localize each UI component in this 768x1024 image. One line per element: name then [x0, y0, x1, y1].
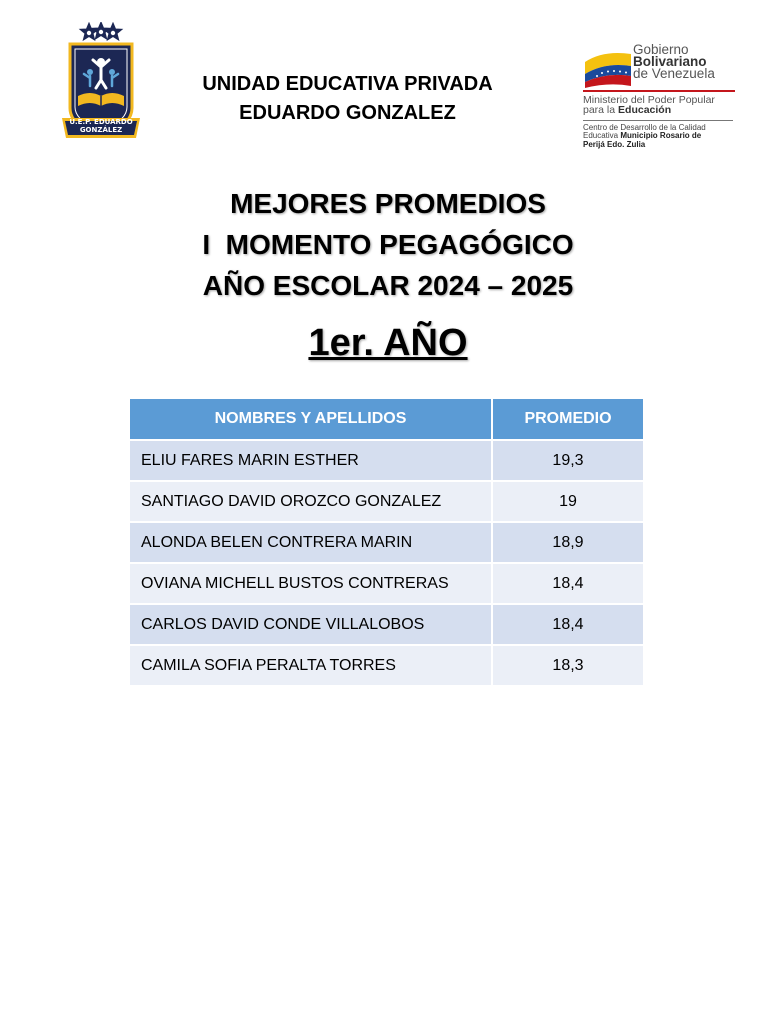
gov-title-line3: de Venezuela [633, 66, 715, 81]
gov-center-line1: Centro de Desarrollo de la Calidad [583, 123, 706, 132]
gov-center [583, 124, 743, 149]
student-name: SANTIAGO DAVID OROZCO GONZALEZ [130, 481, 492, 522]
table-row [130, 440, 643, 481]
student-name: CARLOS DAVID CONDE VILLALOBOS [130, 604, 492, 645]
student-name: ELIU FARES MARIN ESTHER [130, 440, 492, 481]
gov-ministry-line1: Ministerio del Poder Popular [583, 94, 715, 106]
government-logo [583, 44, 743, 154]
school-logo [60, 22, 142, 154]
school-name-line1: UNIDAD EDUCATIVA PRIVADA [202, 73, 493, 95]
gov-ministry [583, 95, 715, 115]
grade-year-title: 1er. AÑO [308, 322, 468, 364]
gov-title-line2-bold: Bolivariano [633, 54, 707, 69]
gov-divider-gray [583, 120, 733, 121]
table-row [130, 481, 643, 522]
table-row [130, 522, 643, 563]
student-name: OVIANA MICHELL BUSTOS CONTRERAS [130, 563, 492, 604]
school-name [150, 70, 545, 128]
table-header-row [130, 399, 643, 440]
student-name: CAMILA SOFIA PERALTA TORRES [130, 645, 492, 685]
school-logo-caption-line1-text: U.E.P. EDUARDO [69, 118, 133, 126]
title-line1: MEJORES PROMEDIOS [230, 188, 546, 219]
gov-divider-red [583, 90, 735, 92]
student-average: 18,4 [492, 563, 643, 604]
venezuela-flag-icon [583, 48, 635, 88]
table-row [130, 645, 643, 685]
table-row [130, 563, 643, 604]
school-logo-caption-visible [60, 118, 142, 134]
gov-title [633, 44, 715, 80]
school-logo-caption-line2-text: GONZÁLEZ [79, 126, 123, 134]
gov-title-line1: Gobierno [633, 42, 689, 57]
student-average: 19 [492, 481, 643, 522]
column-header-average: PROMEDIO [492, 399, 643, 440]
gov-center-line2-bold: Municipio Rosario de [620, 131, 702, 141]
page-title [90, 183, 686, 306]
gov-ministry-line2-bold: Educación [618, 104, 672, 116]
student-average: 18,4 [492, 604, 643, 645]
gov-center-line2-prefix: Educativa [583, 131, 621, 141]
gov-ministry-line2 [583, 105, 715, 115]
student-average: 18,3 [492, 645, 643, 685]
grades-table [130, 399, 643, 685]
gov-center-line3-bold: Perijá Edo. Zulia [583, 139, 646, 149]
student-average: 19,3 [492, 440, 643, 481]
student-name: ALONDA BELEN CONTRERA MARIN [130, 522, 492, 563]
gov-center-line3 [583, 141, 743, 149]
student-average: 18,9 [492, 522, 643, 563]
gov-ministry-line2-prefix: para la [583, 104, 619, 116]
column-header-names: NOMBRES Y APELLIDOS [130, 399, 492, 440]
school-name-line2: EDUARDO GONZALEZ [239, 102, 456, 124]
title-line2: I MOMENTO PEGAGÓGICO [202, 229, 574, 260]
title-line3: AÑO ESCOLAR 2024 – 2025 [202, 270, 574, 301]
school-crest-icon [60, 22, 142, 154]
table-row [130, 604, 643, 645]
